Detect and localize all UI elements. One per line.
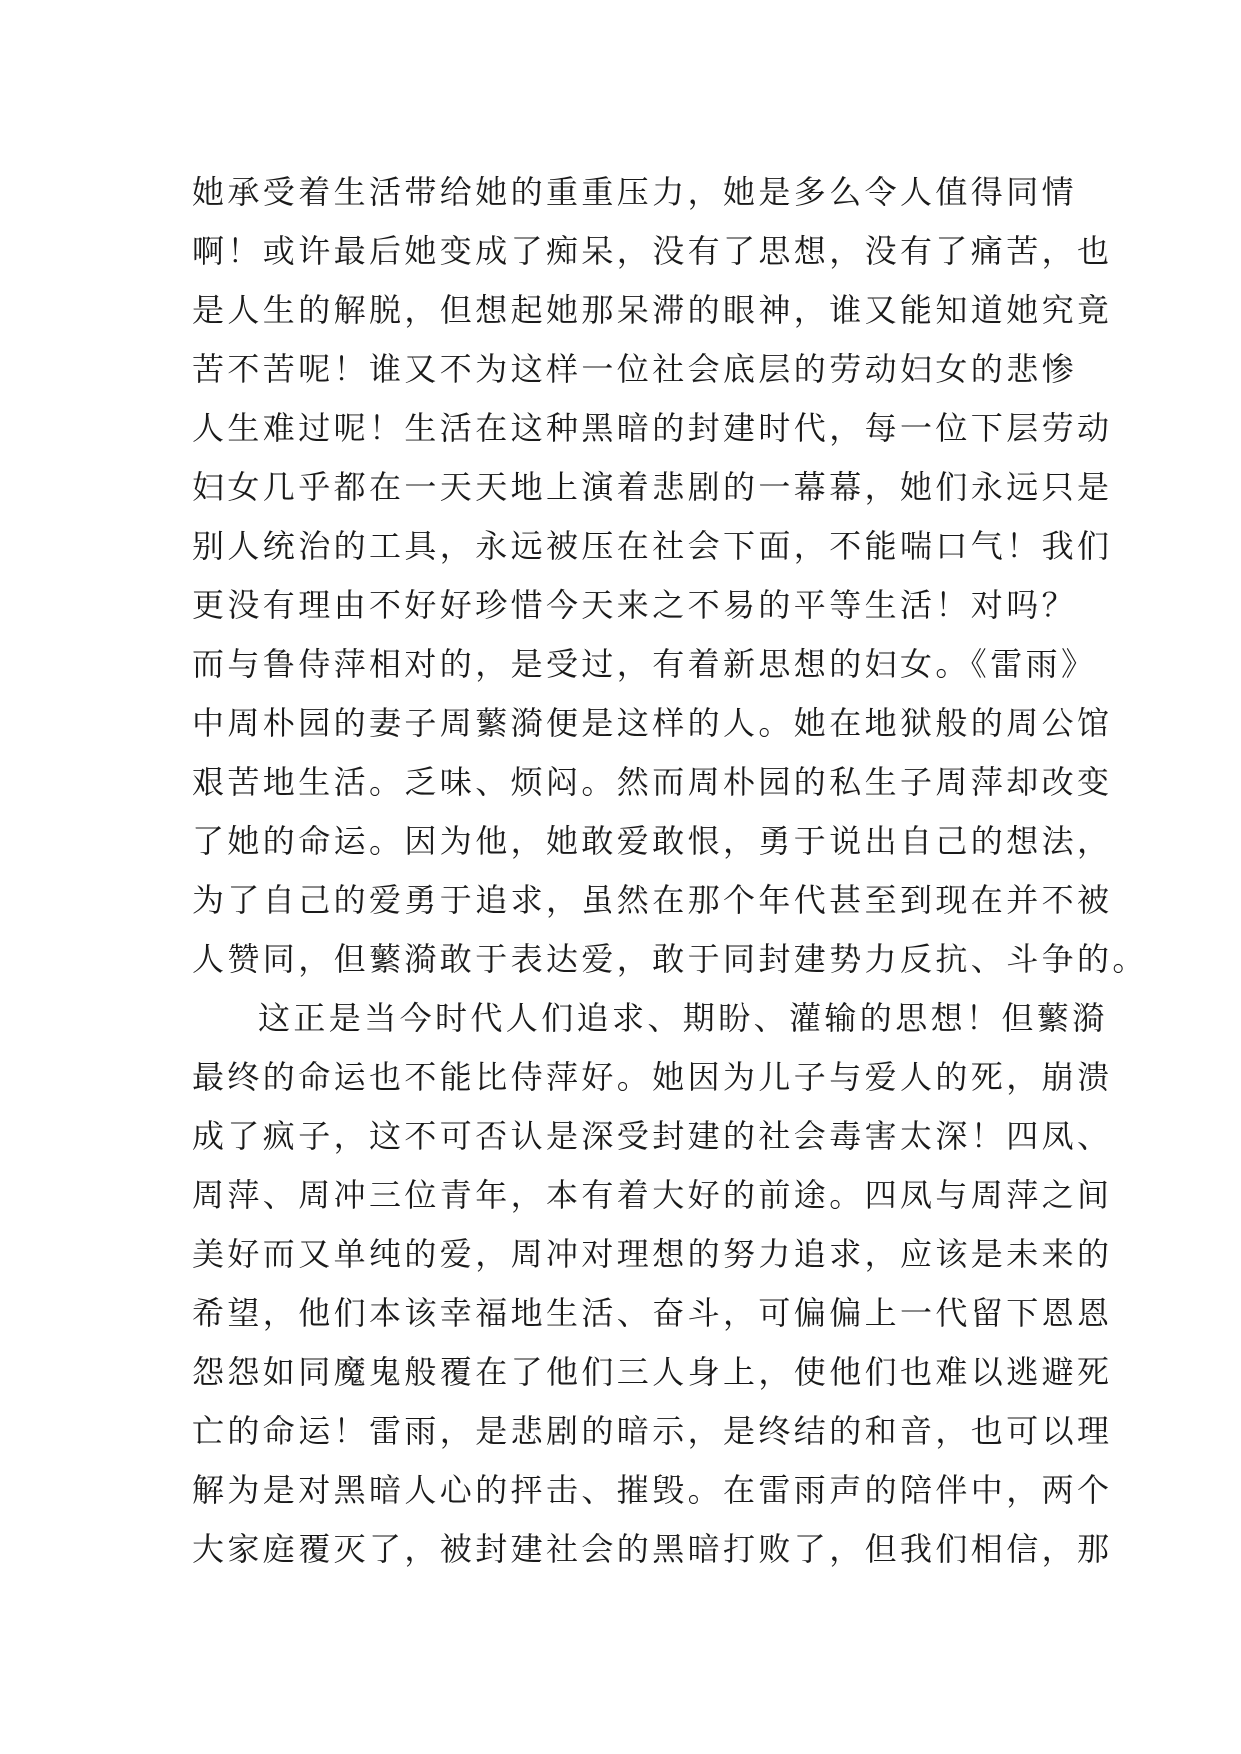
text-line: 中周朴园的妻子周蘩漪便是这样的人。她在地狱般的周公馆 (192, 704, 1113, 742)
body-text (192, 163, 1148, 1579)
text-line: 啊！或许最后她变成了痴呆，没有了思想，没有了痛苦，也 (192, 232, 1113, 270)
text-line: 是人生的解脱，但想起她那呆滞的眼神，谁又能知道她究竟 (192, 291, 1113, 329)
text-line: 亡的命运！雷雨，是悲剧的暗示，是终结的和音，也可以理 (192, 1412, 1113, 1450)
text-line: 人生难过呢！生活在这种黑暗的封建时代，每一位下层劳动 (192, 409, 1113, 447)
text-line: 怨怨如同魔鬼般覆在了他们三人身上，使他们也难以逃避死 (192, 1353, 1113, 1391)
text-line: 为了自己的爱勇于追求，虽然在那个年代甚至到现在并不被 (192, 881, 1113, 919)
text-line: 妇女几乎都在一天天地上演着悲剧的一幕幕，她们永远只是 (192, 468, 1113, 506)
text-line: 艰苦地生活。乏味、烦闷。然而周朴园的私生子周萍却改变 (192, 763, 1113, 801)
text-line: 她承受着生活带给她的重重压力，她是多么令人值得同情 (192, 173, 1078, 211)
paragraph-start-line: 这正是当今时代人们追求、期盼、灌输的思想！但蘩漪 (258, 999, 1108, 1037)
text-line: 了她的命运。因为他，她敢爱敢恨，勇于说出自己的想法， (192, 822, 1113, 860)
text-line: 成了疯子，这不可否认是深受封建的社会毒害太深！四凤、 (192, 1117, 1113, 1155)
text-line: 大家庭覆灭了，被封建社会的黑暗打败了，但我们相信，那 (192, 1530, 1113, 1568)
text-line: 别人统治的工具，永远被压在社会下面，不能喘口气！我们 (192, 527, 1113, 565)
text-line: 美好而又单纯的爱，周冲对理想的努力追求，应该是未来的 (192, 1235, 1113, 1273)
text-line: 而与鲁侍萍相对的，是受过，有着新思想的妇女。《雷雨》 (192, 645, 1097, 683)
text-line: 解为是对黑暗人心的抨击、摧毁。在雷雨声的陪伴中，两个 (192, 1471, 1113, 1509)
text-line: 苦不苦呢！谁又不为这样一位社会底层的劳动妇女的悲惨 (192, 350, 1078, 388)
text-line: 希望，他们本该幸福地生活、奋斗，可偏偏上一代留下恩恩 (192, 1294, 1113, 1332)
text-line: 最终的命运也不能比侍萍好。她因为儿子与爱人的死，崩溃 (192, 1058, 1113, 1096)
text-line: 周萍、周冲三位青年，本有着大好的前途。四凤与周萍之间 (192, 1176, 1113, 1214)
text-line: 更没有理由不好好珍惜今天来之不易的平等生活！对吗？ (192, 586, 1078, 624)
text-line: 人赞同，但蘩漪敢于表达爱，敢于同封建势力反抗、斗争的。 (192, 940, 1148, 978)
